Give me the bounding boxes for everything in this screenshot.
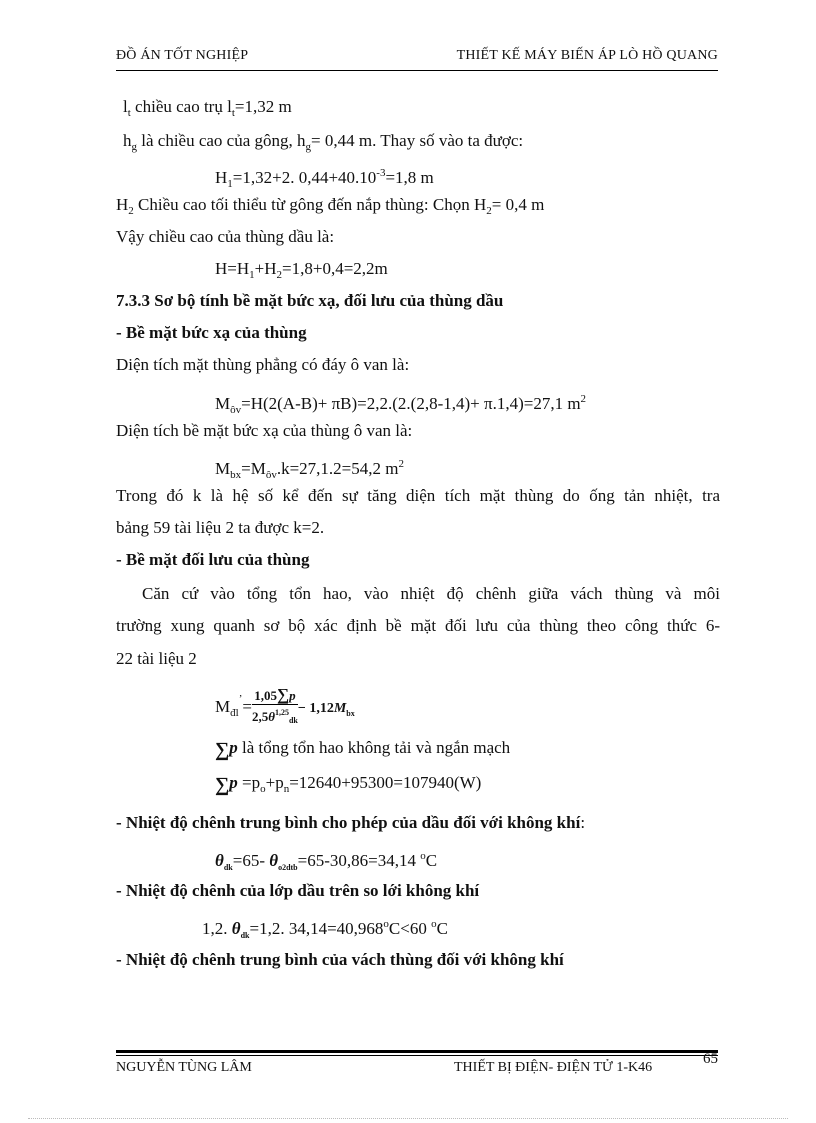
line-h1-formula: $H_1=1,32+2$. $0,44+40.10^{-3}=1,8$ m xyxy=(215,167,434,190)
line-sum-definition: ∑p là tổng tổn hao không tải và ngắn mạch xyxy=(215,738,511,761)
page-header xyxy=(116,48,718,68)
line-theta-dk: $\theta_{dk}=65-$ $\theta_{o2dtb}=65-30,86=34,14$ $^o$C xyxy=(215,850,438,872)
footer-rule-thick xyxy=(116,1050,718,1053)
formula-mdl: $M_{đl}^’=$ $\frac{1,05\sum p}{2,5\theta^{1,25}dk}$ − $1,12M_{bx}$ xyxy=(215,680,355,733)
line-area-intro: Diện tích mặt thùng phẳng có đáy ô van là: xyxy=(116,355,410,374)
sigma-icon: ∑ xyxy=(215,774,230,796)
line-upper-oil-calc: 1,2. $\theta_{dk}=1,2$. $34,14=40,968^oC<60$ $^o$C xyxy=(202,918,448,940)
subheading-radiation: - Bề mặt bức xạ của thùng xyxy=(116,323,307,342)
footer-rule-thin xyxy=(116,1055,718,1056)
paragraph-convection-line2: trường xung quanh sơ bộ xác định bề mặt đối lưu của thùng theo công thức 6- xyxy=(116,616,720,635)
line-hg: $h_g$ là chiều cao của gông, $h_g= 0,44$ m. Thay số vào ta được: xyxy=(123,131,524,153)
paragraph-convection-line3: 22 tài liệu 2 xyxy=(116,649,197,668)
header-left: ĐỒ ÁN TỐT NGHIỆP xyxy=(116,48,249,63)
paragraph-k-line1: Trong đó k là hệ số kể đến sự tăng diện tích mặt thùng do ống tản nhiệt, tra xyxy=(116,486,720,505)
line-h2: $H_2$ Chiều cao tối thiểu từ gông đến nắp thùng: Chọn $H_2= 0,4$ m xyxy=(116,195,545,217)
subheading-upper-oil: - Nhiệt độ chênh của lớp dầu trên so lới không khí xyxy=(116,881,480,900)
line-h-formula: $H=H_1+H_2=1,8+0,4=2,2m$ xyxy=(215,259,388,281)
line-conclusion: Vậy chiều cao của thùng dầu là: xyxy=(116,227,335,246)
page-number: 65 xyxy=(703,1051,718,1067)
footer-left: NGUYỄN TÙNG LÂM xyxy=(116,1060,252,1075)
subheading-wall-temp: - Nhiệt độ chênh trung bình của vách thùng đối với không khí xyxy=(116,950,564,969)
line-mov-formula: $M_{ôv}=H(2(A-B)+ \pi B)=2,2.(2.(2,8-1,4)+ \pi.1,4)=27,1$ $m^2$ xyxy=(215,393,587,416)
header-right: THIẾT KẾ MÁY BIẾN ÁP LÒ HỒ QUANG xyxy=(456,48,718,63)
page-bottom-dotted-line xyxy=(28,1118,788,1119)
paragraph-convection-line1: Căn cứ vào tổng tổn hao, vào nhiệt độ chênh giữa vách thùng và môi xyxy=(142,584,720,603)
line-sum-value: $\sum p =p_o+p_n=12640+95300=107940(W)$ xyxy=(215,773,482,796)
line-lt: $l_t$ chiều cao trụ $l_t=1,32$ m xyxy=(123,97,292,119)
paragraph-k-line2: bảng 59 tài liệu 2 ta được k=2. xyxy=(116,518,325,537)
sigma-icon: ∑ xyxy=(215,739,230,761)
line-mbx-formula: $M_{bx}=M_{ôv}.k=27,1.2=54,2$ $m^2$ xyxy=(215,458,404,481)
line-radiation-intro: Diện tích bề mặt bức xạ của thùng ô van là: xyxy=(116,421,413,440)
subheading-convection: - Bề mặt đối lưu của thùng xyxy=(116,550,310,569)
fraction: $\frac{1,05\sum p}{2,5\theta^{1,25}dk}$ xyxy=(251,685,298,726)
header-rule xyxy=(116,70,718,71)
footer-right: THIẾT BỊ ĐIỆN- ĐIỆN TỬ 1-K46 xyxy=(454,1060,653,1075)
section-heading: 7.3.3 Sơ bộ tính bề mặt bức xạ, đối lưu của thùng dầu xyxy=(116,291,504,310)
subheading-oil-temp: - Nhiệt độ chênh trung bình cho phép của dầu đối với không khí: xyxy=(116,813,586,832)
